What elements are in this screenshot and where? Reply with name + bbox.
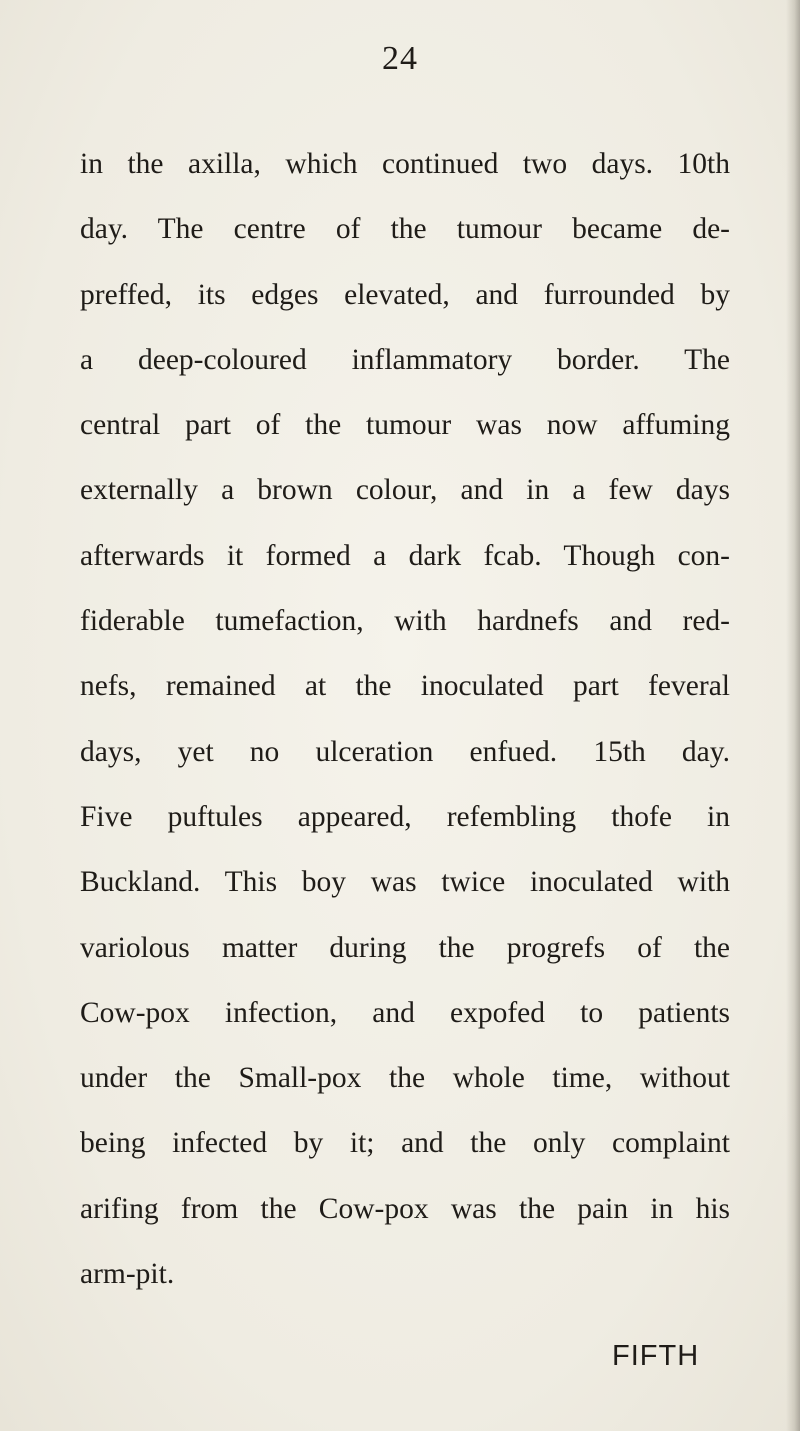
text-line: a deep-coloured inflammatory border. The: [80, 343, 730, 376]
text-line: arm-pit.: [80, 1258, 175, 1291]
text-line: arifing from the Cow-pox was the pain in his: [80, 1192, 730, 1225]
text-line: variolous matter during the progrefs of the: [80, 931, 730, 964]
page-number: 24: [382, 40, 418, 77]
text-line: under the Small-pox the whole time, without: [80, 1062, 730, 1095]
text-line: nefs, remained at the inoculated part feveral: [80, 670, 730, 703]
page-edge-shadow: [786, 0, 800, 1431]
text-line: preffed, its edges elevated, and furrounded by: [80, 278, 730, 311]
text-line: Five puftules appeared, refembling thofe in: [80, 800, 730, 833]
text-line: Buckland. This boy was twice inoculated with: [80, 866, 730, 899]
text-line: in the axilla, which continued two days. 10th: [80, 148, 730, 180]
text-line: being infected by it; and the only complaint: [80, 1127, 730, 1160]
text-line: fiderable tumefaction, with hardnefs and red-: [80, 605, 730, 638]
text-line: Cow-pox infection, and expofed to patients: [80, 996, 730, 1029]
text-line: central part of the tumour was now affuming: [80, 409, 730, 442]
text-line: days, yet no ulceration enfued. 15th day.: [80, 735, 730, 768]
text-line: afterwards it formed a dark fcab. Though con-: [80, 539, 730, 572]
text-line: externally a brown colour, and in a few days: [80, 474, 730, 507]
text-line: day. The centre of the tumour became de-: [80, 213, 730, 246]
body-text: [80, 132, 730, 1307]
catchword: FIFTH: [612, 1340, 700, 1372]
